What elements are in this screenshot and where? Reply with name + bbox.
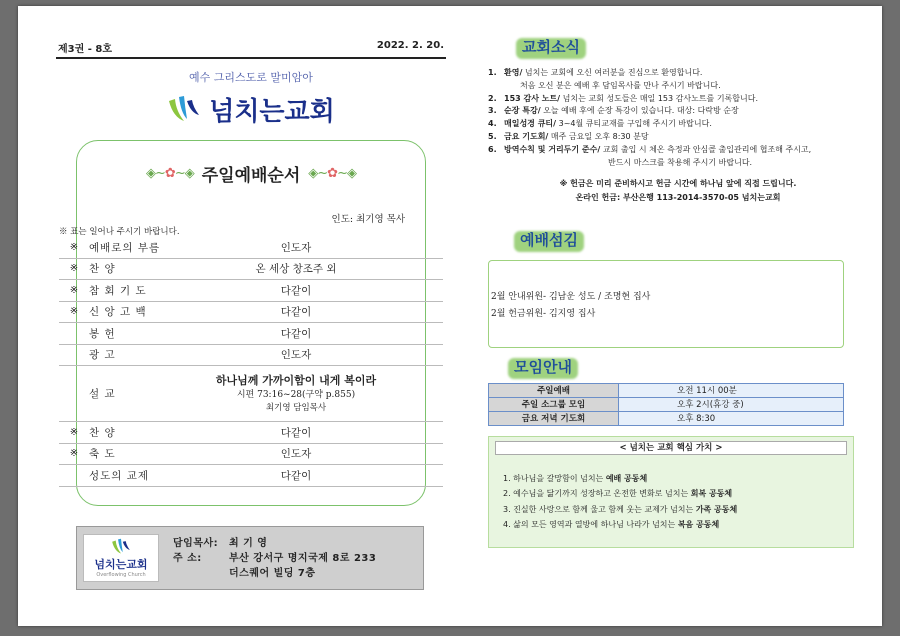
service-line-2: 2월 헌금위원- 김지영 집사 <box>491 308 596 319</box>
sermon-title: 하나님께 가까이함이 내게 복이라 <box>215 373 377 387</box>
news-item: 3. 순장 특강/ 오늘 예배 후에 순장 특강이 있습니다. 대상: 다락방 순장 <box>488 106 739 116</box>
order-row: ※ 예배로의 부름 인도자 <box>59 237 443 259</box>
flourish-right-icon: ◈~✿~◈ <box>308 166 356 181</box>
order-row: ※ 참 회 기 도 다같이 <box>59 280 443 302</box>
service-line-1: 2월 안내위원- 김남운 성도 / 조명현 집사 <box>491 291 651 302</box>
order-title: 주일예배순서 <box>201 166 301 186</box>
news-item: 1. 환영/ 넘치는 교회에 오신 여러분을 진심으로 환영합니다. <box>488 68 703 77</box>
church-logo-icon <box>167 95 201 125</box>
order-row: 성도의 교제 다같이 <box>59 465 443 487</box>
worship-order-box <box>59 140 426 506</box>
standing-note: ※ 표는 일어나 주시기 바랍니다. <box>59 227 180 237</box>
sermon-preacher: 최기영 담임목사 <box>265 402 327 413</box>
offering-note: ※ 헌금은 미리 준비하시고 헌금 시간에 하나님 앞에 직접 드립니다. 온라인 헌금: 부산은행 113-2014-3570-05 넘치는교회 <box>488 177 868 204</box>
order-row: ※ 축 도 인도자 <box>59 444 443 466</box>
footer-info: 담임목사: 최 기 영 주 소: 부산 강서구 명지국제 8로 233 더스퀘어 빌딩 7층 <box>173 537 377 579</box>
footer-logo-sub: Overflowing Church <box>96 572 146 578</box>
bulletin-sheet <box>18 6 882 626</box>
core-values-list <box>503 471 853 533</box>
list-item: 2. 예수님을 닮기까지 성장하고 온전한 변화로 넘치는 회복 공동체 <box>503 489 733 499</box>
news-item: 4. 매일성경 큐티/ 3~4월 큐티교재를 구입해 주시기 바랍니다. <box>488 119 712 129</box>
service-box <box>488 260 844 348</box>
news-title: 교회소식 <box>518 36 584 57</box>
order-row: 광 고 인도자 <box>59 345 443 367</box>
order-title-row <box>77 161 425 186</box>
news-item: 6. 방역수칙 및 거리두기 준수/ 교회 출입 시 체온 측정과 안심콜 출입관리에 협조해 주시고, <box>488 144 812 154</box>
order-row: ※ 신 앙 고 백 다같이 <box>59 302 443 324</box>
sermon-scripture: 시편 73:16~28(구약 p.855) <box>236 389 356 400</box>
sermon-row: 설 교 하나님께 가까이함이 내게 복이라 시편 73:16~28(구약 p.855) 최기영 담임목사 <box>59 366 443 422</box>
order-row: ※ 찬 양 온 세상 창조주 외 <box>59 259 443 281</box>
order-leader: 인도: 최기영 목사 <box>331 214 405 225</box>
motto: 예수 그리스도로 말미암아 <box>189 71 313 84</box>
table-row: 금요 저녁 기도회 오후 8:30 <box>489 411 844 425</box>
service-title: 예배섬김 <box>516 229 582 250</box>
right-page <box>488 36 868 596</box>
meetings-table <box>488 383 844 426</box>
church-logo-row <box>56 91 446 128</box>
address-line-1: 부산 강서구 명지국제 8로 233 <box>228 552 377 564</box>
date-label: 2022. 2. 20. <box>376 40 444 51</box>
footer-logo <box>83 534 159 582</box>
news-item: 5. 금요 기도회/ 매주 금요일 오후 8:30 분당 <box>488 131 649 141</box>
news-list: 1. 환영/ 넘치는 교회에 오신 여러분을 진심으로 환영합니다. 처음 오신 분은 예배 후 담임목사를 만나 주시기 바랍니다. 2. 153 감사 노트/ 넘치는 교회 성도들은 매일 153 감사노트를 기록합니다. 3. 순장 특강/ 오늘 예배 후에 순장 특강이 있습니다. 대상: 다락방 순장 4. 매일성경 큐티/ 3~4월 큐티교재를 구입해 주시기 바랍니다. 5. 금요 기도회/ 매주 금요일 오후 8:30 분당 6. 방역수칙 및 거리두기 준수/ 교회 출입 시 체온 측정과 안심콜 출입관리에 협조해 주시고, 반드시 마스크를 착용해 주시기 바랍니다. <box>488 67 868 169</box>
list-item: 1. 하나님을 갈망함이 넘치는 예배 공동체 <box>503 473 648 483</box>
news-item: 2. 153 감사 노트/ 넘치는 교회 성도들은 매일 153 감사노트를 기록합니다. <box>488 93 759 103</box>
footer-logo-icon <box>111 538 131 556</box>
table-row: 주일예배 오전 11시 00분 <box>489 383 844 397</box>
pastor-name: 최 기 영 <box>228 537 268 549</box>
table-row: 주일 소그룹 모임 오후 2시(휴강 중) <box>489 397 844 411</box>
core-values-box <box>488 436 854 548</box>
online-offering: 온라인 헌금: 부산은행 113-2014-3570-05 넘치는교회 <box>575 192 781 202</box>
address-line-2: 더스퀘어 빌딩 7층 <box>228 567 316 579</box>
meetings-title: 모임안내 <box>510 356 576 377</box>
footer-logo-name: 넘치는교회 <box>94 558 148 571</box>
church-name: 넘치는교회 <box>209 97 335 127</box>
volume-label: 제3권 - 8호 <box>58 44 113 55</box>
order-row: 봉 헌 다같이 <box>59 323 443 345</box>
bulletin-header <box>56 36 446 59</box>
list-item: 3. 진실한 사랑으로 함께 울고 함께 웃는 교제가 넘치는 가족 공동체 <box>503 504 738 514</box>
church-info-footer <box>76 526 424 590</box>
core-values-title: < 넘치는 교회 핵심 가치 > <box>495 441 847 455</box>
list-item: 4. 삶의 모든 영역과 열방에 하나님 나라가 넘치는 복음 공동체 <box>503 520 720 530</box>
left-page <box>56 36 446 596</box>
flourish-left-icon: ◈~✿~◈ <box>146 166 194 181</box>
order-row: ※ 찬 양 다같이 <box>59 422 443 444</box>
order-list <box>59 237 443 487</box>
